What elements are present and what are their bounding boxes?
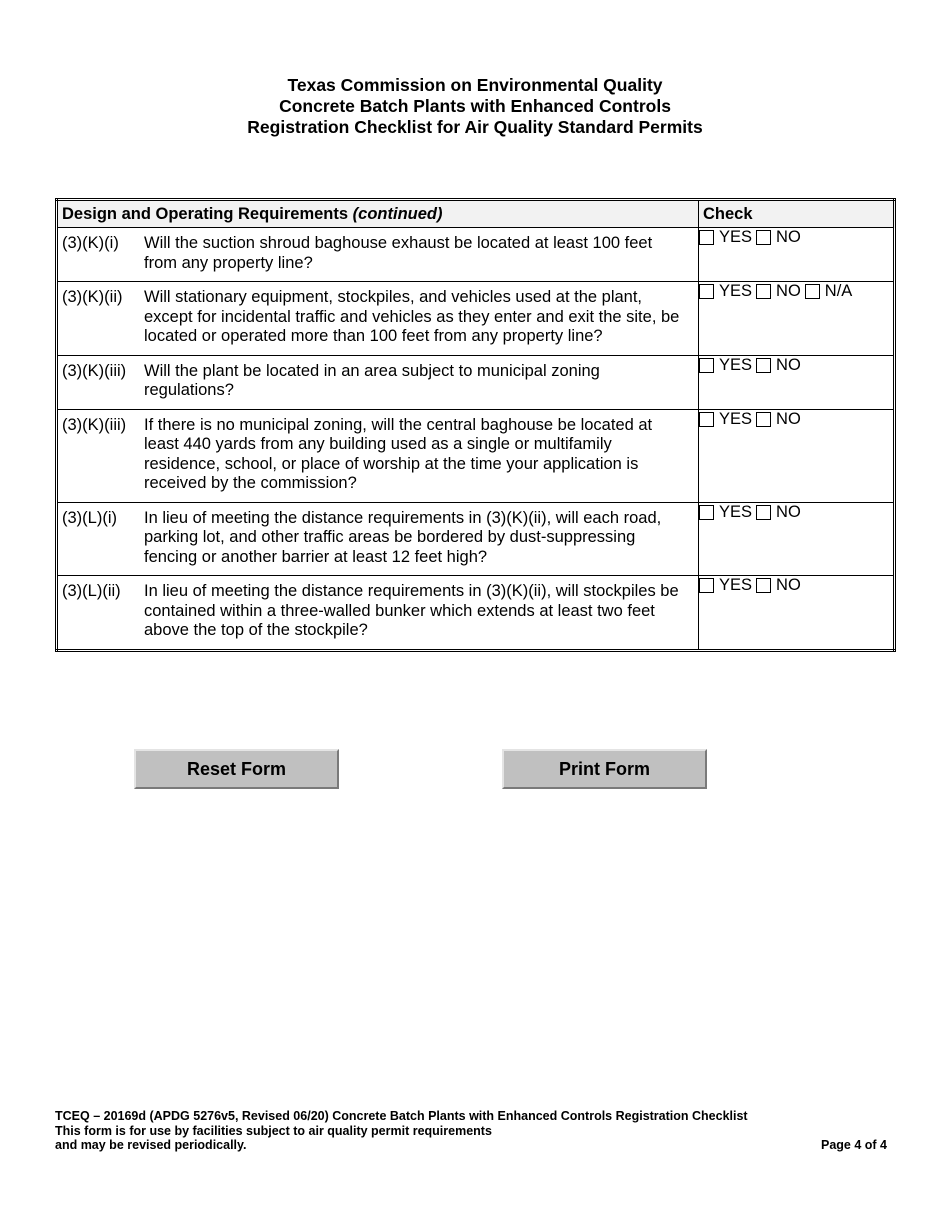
no-checkbox[interactable]	[756, 358, 771, 373]
form-title: Registration Checklist for Air Quality Standard Permits	[247, 117, 703, 137]
table-row	[57, 502, 895, 576]
no-checkbox[interactable]	[756, 578, 771, 593]
requirement-cell	[57, 355, 699, 409]
option-label: NO	[776, 576, 801, 594]
table-row	[57, 576, 895, 651]
option-no	[756, 282, 801, 301]
option-label: YES	[719, 228, 753, 246]
option-yes	[699, 228, 752, 247]
option-no	[756, 576, 801, 595]
option-label: NO	[776, 228, 801, 246]
option-no	[756, 356, 801, 375]
option-yes	[699, 356, 752, 375]
option-na	[805, 282, 853, 301]
no-checkbox[interactable]	[756, 284, 771, 299]
option-label: YES	[719, 409, 753, 428]
requirement-question: Will the plant be located in an area subject to municipal zoning regulations?	[144, 361, 600, 399]
requirement-code: (3)(L)(i)	[62, 508, 117, 527]
option-no	[756, 228, 801, 247]
yes-checkbox[interactable]	[699, 505, 714, 520]
option-label: NO	[776, 409, 801, 428]
requirement-question: Will stationary equipment, stockpiles, and vehicles used at the plant, except for incidental traffic and vehicles as they enter and exit the site, be located or operated more than 100 feet from any property line?	[144, 288, 680, 345]
check-cell	[699, 576, 895, 651]
option-label: NO	[776, 355, 801, 374]
option-label: NO	[776, 282, 801, 300]
check-cell	[699, 502, 895, 576]
requirement-question: Will the suction shroud baghouse exhaust be located at least 100 feet from any property line?	[144, 234, 653, 272]
page-number: Page 4 of 4	[821, 1138, 887, 1152]
option-label: YES	[719, 355, 753, 374]
check-cell	[699, 409, 895, 502]
requirements-heading	[57, 200, 699, 228]
requirement-question: In lieu of meeting the distance requirements in (3)(K)(ii), will each road, parking lot, and other traffic areas be bordered by dust-suppressing fencing or another barrier at least 12 feet high?	[144, 508, 662, 566]
option-label: N/A	[824, 282, 853, 300]
option-label: YES	[719, 502, 753, 521]
option-label: YES	[719, 282, 753, 300]
form-subtitle: Concrete Batch Plants with Enhanced Controls	[279, 96, 671, 116]
na-checkbox[interactable]	[805, 284, 820, 299]
table-row	[57, 228, 895, 282]
requirements-table	[55, 198, 896, 652]
requirement-cell	[57, 576, 699, 651]
requirement-code: (3)(K)(iii)	[62, 361, 127, 380]
requirement-code: (3)(K)(iii)	[62, 415, 127, 434]
no-checkbox[interactable]	[756, 230, 771, 245]
yes-checkbox[interactable]	[699, 230, 714, 245]
check-cell	[699, 282, 895, 356]
requirements-heading-suffix: (continued)	[352, 205, 443, 223]
requirement-cell	[57, 228, 699, 282]
check-cell	[699, 228, 895, 282]
table-row	[57, 282, 895, 356]
requirement-cell	[57, 282, 699, 356]
requirement-cell	[57, 502, 699, 576]
requirement-question: If there is no municipal zoning, will the central baghouse be located at least 440 yards from any building used as a single or multifamily residence, school, or place of worship at the time your application is received by the commission?	[144, 415, 653, 492]
requirement-question: In lieu of meeting the distance requirements in (3)(K)(ii), will stockpiles be contained within a three-walled bunker which extends at least two feet above the top of the stockpile?	[144, 582, 679, 639]
requirement-code: (3)(K)(i)	[62, 234, 119, 252]
agency-title: Texas Commission on Environmental Quality	[287, 75, 663, 95]
option-no	[756, 503, 801, 522]
footer	[55, 1109, 887, 1153]
table-row	[57, 355, 895, 409]
option-label: YES	[719, 576, 753, 594]
no-checkbox[interactable]	[756, 412, 771, 427]
no-checkbox[interactable]	[756, 505, 771, 520]
option-yes	[699, 282, 752, 301]
footer-usage-note: This form is for use by facilities subject to air quality permit requirements	[55, 1123, 492, 1138]
check-heading: Check	[699, 200, 895, 228]
requirement-code: (3)(K)(ii)	[62, 288, 123, 306]
footer-form-id: TCEQ – 20169d (APDG 5276v5, Revised 06/20) Concrete Batch Plants with Enhanced Controls Registration Checklist	[55, 1109, 748, 1123]
requirements-heading-text: Design and Operating Requirements	[62, 205, 349, 223]
print-form-button[interactable]: Print Form	[502, 749, 707, 789]
yes-checkbox[interactable]	[699, 412, 714, 427]
yes-checkbox[interactable]	[699, 358, 714, 373]
option-yes	[699, 576, 752, 595]
requirement-code: (3)(L)(ii)	[62, 582, 121, 600]
option-no	[756, 410, 801, 429]
option-yes	[699, 410, 752, 429]
footer-revision-note: and may be revised periodically.	[55, 1138, 247, 1152]
form-header	[0, 75, 950, 138]
table-row	[57, 409, 895, 502]
yes-checkbox[interactable]	[699, 284, 714, 299]
reset-form-button[interactable]: Reset Form	[134, 749, 339, 789]
check-cell	[699, 355, 895, 409]
option-yes	[699, 503, 752, 522]
requirement-cell	[57, 409, 699, 502]
yes-checkbox[interactable]	[699, 578, 714, 593]
option-label: NO	[776, 502, 801, 521]
